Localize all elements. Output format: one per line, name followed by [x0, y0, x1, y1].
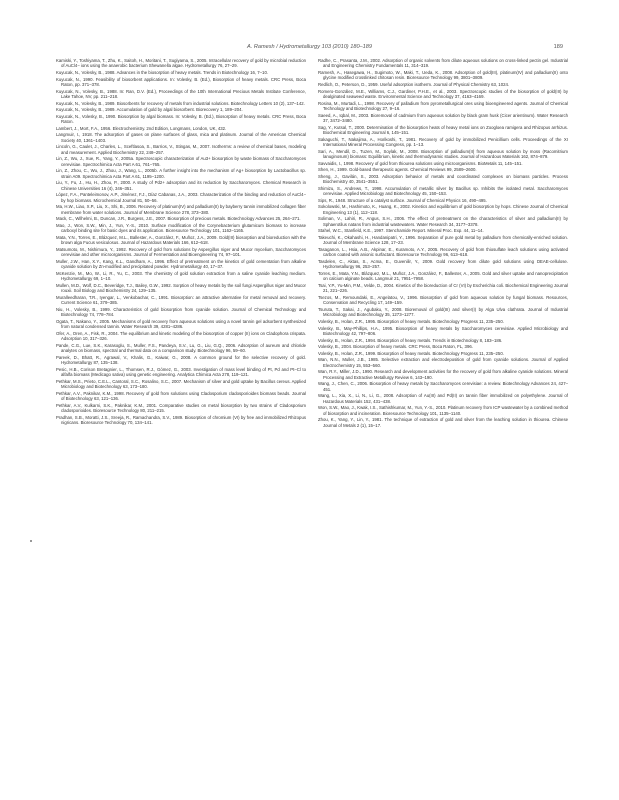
- reference-entry: Mullen, M.D., Wolf, D.C., Beveridge, T.J., Bailey, G.W., 1992. Sorption of heavy metals by the soil fungi Aspergillus niger and Mucor rouxii. Soil Biology and Biochemistry 24, 129–135.: [56, 282, 306, 294]
- reference-entry: Sakaguchi, T., Nakajima, A., Horikoshi, T., 1981. Recovery of gold by immobilized Penicillium cells. Proceedings of the XI International Mineral Processing Congress, pp. 1–13.: [318, 136, 568, 147]
- reference-entry: Lin, Z., Wu, J., Xue, R., Yang, Y., 2005a. Spectroscopic characterization of Au3+ biosorption by waste biomass of Saccharomyces cerevisiae. Spectrochimica Acta Part A 61, 761–765.: [56, 156, 306, 167]
- reference-entry: Wan, R.Y., Miller, J.D., 1990. Research and development activities for the recovery of gold from alkaline cyanide solutions. Mineral Processing and Extractive Metallurgy Review 6, 143–190.: [318, 369, 568, 380]
- reference-entry: Wang, J., Chen, C., 2006. Biosorption of heavy metals by Saccharomyces cerevisiae: a review. Biotechnology Advances 24, 427–451.: [318, 381, 568, 392]
- reference-entry: Sips, R., 1948. Structure of a catalyst surface. Journal of Chemical Physics 16, 490–495.: [318, 197, 487, 203]
- reference-entry: Soliman, V., Lahiri, R., Angus, S.H., 2006. The effect of pretreatment on the characteristics of silver and palladium(II) by Sphaerotilus natans from industrial wastewaters. Water Research 34, 3177–3378.: [318, 216, 568, 227]
- reference-entry: Tasdelen, C., Aktas, S., Acma, E., Guvenilir, Y., 2009. Gold recovery from dilute gold solutions using DEAE-cellulose. Hydrometallurgy 96, 253–257.: [318, 258, 568, 270]
- reference-entry: Kuyucak, N., Volesky, B., 1988. In: Ran, D.V. (Ed.), Proceedings of the 10th International Precious Metals Institute Conference, Lake Tahoe, NV, pp. 211–218.: [56, 88, 306, 99]
- reference-entry: Kuyucak, N., 1990. Feasibility of biosorbent applications. In: Volesky, B. (Ed.), Biosorption of heavy metals. CRC Press, Boca Raton, pp. 371–378.: [56, 76, 306, 87]
- reference-entry: Lin, Z., Zhou, C., Wu, J., Zhou, J., Wang, L., 2005b. A further insight into the mechanism of Ag+ biosorption by Lactobacillus sp. strain A09. Spectrochimica Acta Part A 61, 1195–1200.: [56, 168, 306, 179]
- reference-entry: Sari, A., Mendil, D., Tuzen, M., Soylak, M., 2008. Biosorption of palladium(II) from aqueous solution by moss (Racomitrium lanuginosum) biomass: Equilibrium, kinetic and thermodynamic studies. Journal of Hazardous Materials 162, 874–879.: [318, 148, 568, 159]
- reference-entry: Ramesh, A., Hasegawa, H., Sugimoto, W., Maki, T., Ueda, K., 2008. Adsorption of gold(III), platinum(IV) and palladium(II) onto glycine modified crosslinked chitosan resin. Bioresource Technology 99, 3801–3809.: [318, 70, 568, 81]
- reference-entry: Volesky, B., Holan, Z.R., 1999. Biosorption of heavy metals. Biotechnology Progress 11, 235–250.: [318, 350, 504, 356]
- reference-column-right: [318, 58, 568, 758]
- reference-entry: Pesic, H.B., Corison Bretagnier, L., Thomsen, R.J., Gómez, G., 2003. Investigation of mass level binding of Pt, Pd and Pt–Cl to alfalfa biomass (Medicago sativa) using genetic engineering. Analytica Chimica Acta 278, 119–121.: [56, 366, 306, 378]
- reference-entry: Tsuruta, T., Sakai, J., Agubaku, Y., 2008. Bioremoval of gold(III) and silver(I) by Alga Ulva clathrata. Journal of Industrial Microbiology and Biotechnology 35, 1273–1277.: [318, 306, 568, 318]
- reference-entry: Saeed, A., Iqbal, M., 2003. Bioremoval of cadmium from aqueous solution by black gram husk (Cicer arientinum). Water Research 37, 3472–3480.: [318, 112, 568, 123]
- reference-entry: Sag, Y., Kutsal, T., 2000. Determination of the biosorption heats of heavy metal ions on Zoogloea ramigera and Rhizopus arrhizus. Biochemical Engineering Journal 6, 145–151.: [318, 124, 568, 135]
- reference-entry: Volesky, B., Holan, Z.R., 1995. Biosorption of heavy metals. Biotechnology Progress 11, 235–250.: [318, 318, 504, 324]
- reference-entry: Shimizu, S., Andrews, T., 1998. Accumulation of metallic silver by Bacillus sp. Inhibits the isolated metal. Saccharomyces cerevisiae. Applied Microbiology and Biotechnology 45, 150–153.: [318, 185, 568, 197]
- reference-entry: Kuyucak, N., Volesky, B., 1990. Biosorption by algal biomass. In: Volesky, B. (Ed.), Biosorption of heavy metals. CRC Press, Boca Raton.: [56, 113, 306, 125]
- reference-entry: Won, S.W., Mao, J., Kwak, I.S., Sathishkumar, M., Yun, Y.-S., 2010. Platinum recovery from ICP wastewater by a combined method of biosorption and incineration. Bioresource Technology 101, 1135–1140.: [318, 405, 568, 416]
- reference-entry: Tasaganon, L., Hsia, A.B., Akpinar, E., Kuramoto, A.Y., 2005. Recovery of gold from thiosulfate leach solutions using activated carbon coated with anionic surfactant. Bioresource Technology 96, 613–618.: [318, 246, 568, 258]
- page-number: 189: [553, 44, 563, 50]
- reference-entry: Sheng, J., Gavilán, S., 2003. Adsorption behavior of metals and coordinated complexes on biomass particles. Process Biochemistry 40, 3541–3551.: [318, 173, 568, 185]
- reference-entry: McKenzie, M., Mo, W., Li, R., Yu, C., 2003. The chemistry of gold solution extraction from a saline cyanide leaching medium. Hydrometallurgy 69, 1–10.: [56, 270, 306, 282]
- reference-entry: Pradhan, S.B., Moratti, J.S., Sreeja, R., Ramachandra, S.V., 1989. Biosorption of chromium (VI) by free and immobilized Rhizopus nigricans. Bioresource Technology 70, 134–141.: [56, 414, 306, 426]
- reference-entry: Wan, N.N., Muller, J.B., 1985. Selective extraction and electrodeposition of gold from cyanide solutions. Journal of Applied Electrochemistry 15, 553–560.: [318, 357, 568, 368]
- reference-entry: Pande, C.G., Lue, S.K., Karasoglu, S., Muller, F.S., Pandeya, S.V., Lu, G., Liu, G.Q., 2006. Adsorption of aureum and chloride analytes on biomass, spectral and thermal data on a comparison study. Biotechnology 96, 59–60.: [56, 342, 306, 354]
- reference-entry: Wang, L., Xia, X., Li, N., Li, G., 2008. Adsorption of Au(III) and Pd(II) on tannin fiber immobilized on polyethylene. Journal of Hazardous Materials 152, 431–438.: [318, 393, 568, 404]
- reference-entry: Lincoln, G., Caulet, J., Charles, L., Sceftlasoa, S., Barrios, V., Stingas, M., 2007. Isotherms: a review of chemical bases, modeling and measurement. Applied Biochemistry 22, 248–257.: [56, 144, 306, 155]
- reference-entry: Pareek, D., Bhatt, R., Agrawal, V., Khalis, G., Kaiwar, G., 2008. A common ground for the selective recovery of gold. Hydrometallurgy 87, 135–138.: [56, 354, 306, 366]
- reference-entry: Mack, C., Wilhelmi, B., Duncan, J.R., Burgess, J.E., 2007. Biosorption of precious metals. Biotechnology Advances 25, 264–271.: [56, 216, 301, 222]
- reference-entry: Torres, E., Mata, Y.N., Blázquez, M.L., Muñoz, J.A., González, F., Ballester, A., 2005. Gold and silver uptake and nanoprecipitation on calcium alginate beads. Langmuir 21, 7951–7958.: [318, 270, 568, 282]
- reference-entry: Romero-González, M.E., Williams, C.J., Gardiner, P.H.E., et al., 2003. Spectroscopic studies of the biosorption of gold(III) by dealginated seaweed waste. Environmental Science and Technology 37, 4163–4169.: [318, 88, 568, 99]
- reference-entry: Stahel, W.C., Stanfield, K.E., 1997. Stenchamide Report. Mineral Proc. Exp. 44, 11–14.: [318, 228, 484, 234]
- reference-entry: Lambert, J., Mort, F.A., 1956. Electrochemistry. 2nd Edition, Longmans, London, UK, 432.: [56, 125, 227, 131]
- reference-entry: Pethkar, A.V., Paknikar, K.M., 1998. Recovery of gold from solutions using Cladosporium cladosporioides biomass beads. Journal of Biotechnology 63, 121–136.: [56, 390, 306, 402]
- reference-entry: Ma, H.W., Liao, X.P., Liu, X., Shi, B., 2006. Recovery of platinum(IV) and palladium(II) by bayberry tannin immobilized collagen fiber membrane from water solutions. Journal of Membrane Science 278, 373–380.: [56, 204, 306, 215]
- reference-entry: Tsezos, M., Remoundaki, E., Angelatou, V., 1996. Biosorption of gold from aqueous solution by fungal biomass. Resources, Conservation and Recycling 17, 149–159.: [318, 294, 568, 306]
- reference-entry: Volesky, B., Holan, Z.R., 1994. Biosorption of heavy metals. Trends in Biotechnology 8, 183–186.: [318, 337, 503, 343]
- reference-entry: Pethkar, M.S., Prieto, C.E.L., Cantoral, S.C., Rosalino, S.C., 2007. Mechanism of silver and gold uptake by Bacillus cereus. Applied Microbiology and Biotechnology 63, 173–180.: [56, 378, 306, 390]
- reference-entry: Rosina, M., Murtadi, L., 1998. Recovery of palladium from pyrometallurgical ores using bioengineered agents. Journal of Chemical Technology and Biotechnology 27, 9–16.: [318, 100, 568, 111]
- reference-entry: Sokolowski, M., Hashimoto, K., Huang, K., 2002. Kinetics and equilibrium of gold biosorption by hops. Chinese Journal of Chemical Engineering 13 (1), 112–118.: [318, 204, 568, 215]
- reference-entry: Volesky, B., 2004. Biosorption of heavy metals. CRC Press, Boca Raton, FL, 396.: [318, 344, 473, 350]
- reference-entry: Niu, H., Volesky, B., 1999. Characteristics of gold biosorption from cyanide solution. Journal of Chemical Technology and Biotechnology 74, 778–784.: [56, 306, 306, 318]
- reference-entry: Kuyucak, N., Volesky, B., 1988. Advances in the biosorption of heavy metals. Trends in Biotechnology 16, 7–10.: [56, 70, 269, 75]
- reference-entry: Mao, J., Won, S.W., Min, J., Yun, Y.-S., 2010. Surface modification of the Corynebacterium glutamicum biomass to increase carboxyl binding site for basic dyes and its application. Bioresource Technology 101, 1162–1165.: [56, 222, 306, 234]
- reference-entry: Liu, Y., Fu, J., Hu, H., Zhou, P., 2000. A study of Pd2+ adsorption and its reduction by Saccharomyces. Chemical Research in Chinese Universities 16 (4), 346–351.: [56, 180, 306, 191]
- reference-entry: Pethkar, A.V., Kulkarni, S.K., Paknikar, K.M., 2001. Comparative studies on metal biosorption by two strains of Cladosporium cladosporioides. Bioresource Technology 80, 211–215.: [56, 402, 306, 414]
- reference-list: [56, 58, 568, 758]
- reference-entry: Muralleedharan, T.R., Iyengar, L., Venkobachar, C., 1991. Biosorption: an attractive alternative for metal removal and recovery. Current Science 61, 379–385.: [56, 294, 306, 306]
- reference-entry: Kamiski, Y., Toshiyama, T., Zhu, K., Saitoh, H., Moritani, T., Sugiyama, S., 2005. Intracellular recovery of gold by microbial reduction of AuCl4− ions using the anaerobic bacterium Shewanella algae. Hydrometallurgy 76, 27–29.: [56, 58, 306, 69]
- reference-entry: López, F.A., Panteleimonov, A.P., Jiménez, F.J., Díaz Cabanas, J.A., 2003. Characterization of the binding and reduction of AuCl4− by hop biomass. Microchemical Journal 81, 50–56.: [56, 192, 306, 203]
- journal-citation: A. Ramesh / Hydrometallurgy 103 (2010) 180–189: [247, 44, 372, 50]
- reference-entry: Zhou, K., Yang, Y., Lin, Y., 1981. The technique of extraction of gold and silver from the leaching solution in thiourea. Chinese Journal of Metals 2 (1), 15–17.: [318, 417, 568, 428]
- reference-entry: Muller, J.W., Han, X.Y., Kang, K.L., Gandham, A., 1996. Effect of pretreatment on the kinetics of gold cementation from alkaline cyanide solution by Zn-modified and precipitated powder. Hydrometallurgy 40, 17–37.: [56, 258, 306, 270]
- reference-column-left: [56, 58, 306, 758]
- reference-entry: Mata, Y.N., Torres, E., Blázquez, M.L., Ballester, A., González, F., Muñoz, J.A., 2009. Gold(III) biosorption and bioreduction with the brown alga Fucus vesiculosus. Journal of Hazardous Materials 166, 612–618.: [56, 234, 306, 246]
- reference-entry: Matsumoto, M., Nishimura, Y., 1992. Recovery of gold from solutions by Aspergillus niger and Mucor mycelium, Saccharomyces cerevisiae and other microorganisms. Journal of Fermentation and Bioengineering 74, 97–101.: [56, 246, 306, 258]
- margin-dot: [30, 540, 32, 542]
- running-header: [56, 44, 563, 54]
- reference-entry: Radhe, C., Prasanta, J.M., 2002. Adsorption of organic solvents from dilute aqueous solutions on cross-linked pectin gel. Industrial and Engineering Chemistry Fundamentals 11, 314–319.: [318, 58, 568, 69]
- reference-entry: Redlich, O., Peterson, D., 1959. Useful adsorption isotherm. Journal of Physical Chemistry 63, 1024.: [318, 82, 510, 87]
- reference-entry: Kuyucak, N., Volesky, B., 1989. Biosorbents for recovery of metals from industrial solutions. Biotechnology Letters 10 (2), 137–142.: [56, 100, 305, 106]
- reference-entry: Ofer, A., Oren, A., Fisk, R., 2004. The equilibrium and kinetic modeling of the biosorption of copper (II) ions on Cladophora crispata. Adsorption 10, 317–326.: [56, 330, 306, 342]
- reference-entry: Langmuir, I., 1918. The adsorption of gases on plane surfaces of glass, mica and platinum. Journal of the American Chemical Society 40, 1361–1403.: [56, 132, 306, 143]
- reference-entry: Savvaidis, I., 1998. Recovery of gold from thiourea solutions using microorganisms. BioMetals 11, 145–151.: [318, 160, 523, 166]
- reference-entry: Takeuchi, K., Okahashi, H., Handanipatri, Y., 1996. Separation of pure gold metal by palladium from chemically-enriched solution. Journal of Membrane Science 128, 17–23.: [318, 234, 568, 246]
- reference-entry: Ogata, T., Nakano, Y., 2005. Mechanisms of gold recovery from aqueous solutions using a novel tannin gel adsorbent synthesized from natural condensed tannin. Water Research 39, 4281–4286.: [56, 318, 306, 330]
- reference-entry: Volesky, B., May-Phillips, H.A., 1995. Biosorption of heavy metals by Saccharomyces cerevisiae. Applied Microbiology and Biotechnology 42, 797–806.: [318, 325, 568, 336]
- reference-entry: Kuyucak, N., Volesky, B., 1989. Accumulation of gold by algal biosorbent. Biorecovery 1, 189–204.: [56, 107, 243, 113]
- reference-entry: Shen, H., 1999. Gold-based therapeutic agents. Chemical Reviews 99, 2589–2600.: [318, 167, 477, 173]
- reference-entry: Tsai, Y.P., Yu-Min, P.M., Velde, D., 2004. Kinetics of the bioreduction of Cr (VI) by Escherichia coli. Biochemical Engineering Journal 21, 221–226.: [318, 282, 568, 294]
